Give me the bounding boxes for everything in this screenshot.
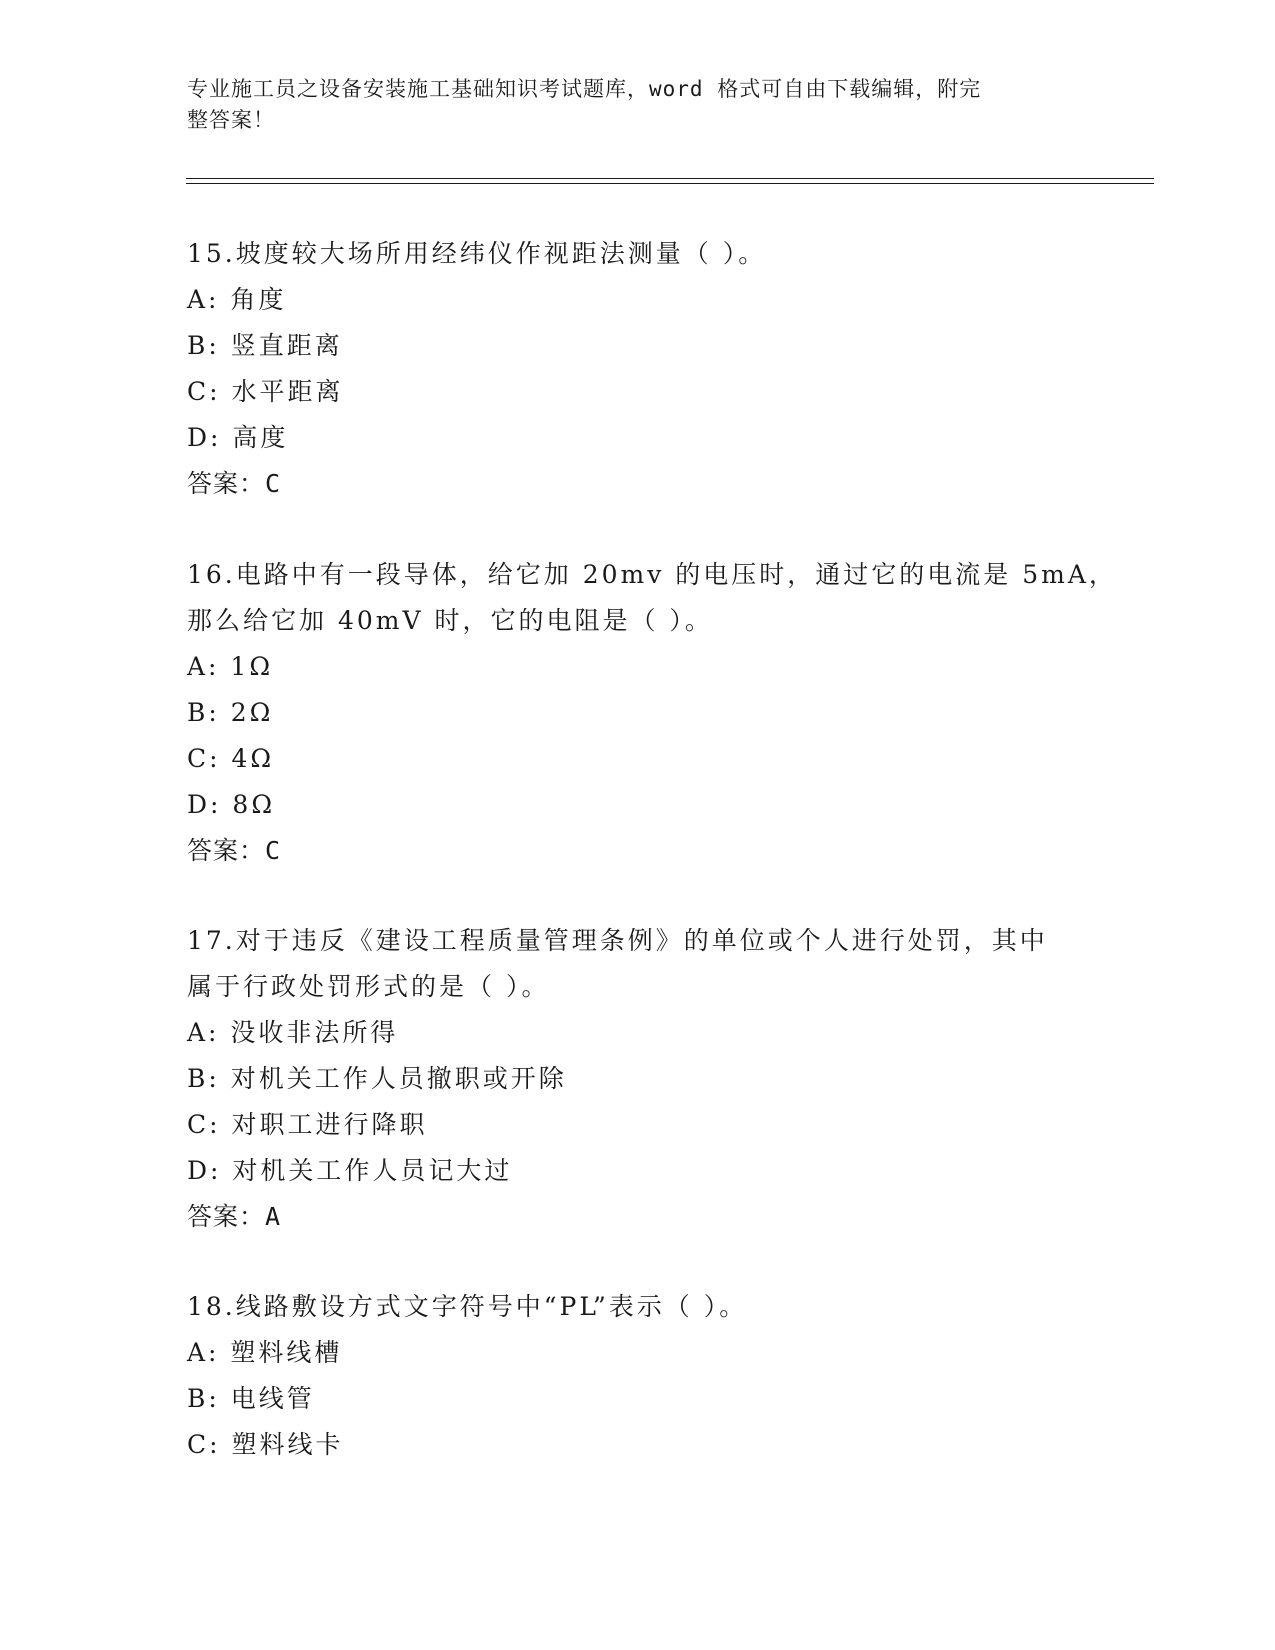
option-c: C: 水平距离: [187, 377, 344, 406]
question-stem: 16.电路中有一段导体，给它加 20mv 的电压时，通过它的电流是 5mA，: [187, 560, 1117, 589]
header-divider-top: [186, 178, 1154, 179]
option-b: B: 对机关工作人员撤职或开除: [187, 1064, 567, 1093]
option-c: C: 4Ω: [187, 744, 275, 773]
option-b: B: 2Ω: [187, 698, 274, 727]
header-line-2: 整答案！: [187, 108, 275, 132]
question-15: [187, 231, 1087, 507]
option-b: B: 竖直距离: [187, 331, 343, 360]
option-d: D: 对机关工作人员记大过: [187, 1156, 513, 1185]
option-d: D: 高度: [187, 423, 289, 452]
option-b: B: 电线管: [187, 1384, 315, 1413]
question-stem: 18.线路敷设方式文字符号中“PL”表示（ ）。: [187, 1292, 748, 1321]
document-header: [187, 74, 1067, 136]
option-a: A: 没收非法所得: [187, 1018, 399, 1047]
question-16: [187, 552, 1117, 874]
question-stem-cont: 属于行政处罚形式的是（ ）。: [187, 972, 550, 1001]
option-d: D: 8Ω: [187, 790, 276, 819]
answer: 答案：A: [187, 1202, 282, 1231]
question-stem: 17.对于违反《建设工程质量管理条例》的单位或个人进行处罚，其中: [187, 926, 1048, 955]
option-a: A: 塑料线槽: [187, 1338, 343, 1367]
option-c: C: 对职工进行降职: [187, 1110, 428, 1139]
question-stem-cont: 那么给它加 40mV 时，它的电阻是（ ）。: [187, 606, 713, 635]
option-c: C: 塑料线卡: [187, 1430, 344, 1459]
option-a: A: 1Ω: [187, 652, 274, 681]
header-divider-bottom: [186, 183, 1154, 184]
option-a: A: 角度: [187, 285, 287, 314]
header-line-1: 专业施工员之设备安装施工基础知识考试题库，word 格式可自由下载编辑，附完: [187, 77, 982, 101]
question-17: [187, 918, 1087, 1240]
question-stem: 15.坡度较大场所用经纬仪作视距法测量（ ）。: [187, 239, 767, 268]
question-18: [187, 1284, 1087, 1468]
answer: 答案：C: [187, 469, 282, 498]
answer: 答案：C: [187, 836, 282, 865]
